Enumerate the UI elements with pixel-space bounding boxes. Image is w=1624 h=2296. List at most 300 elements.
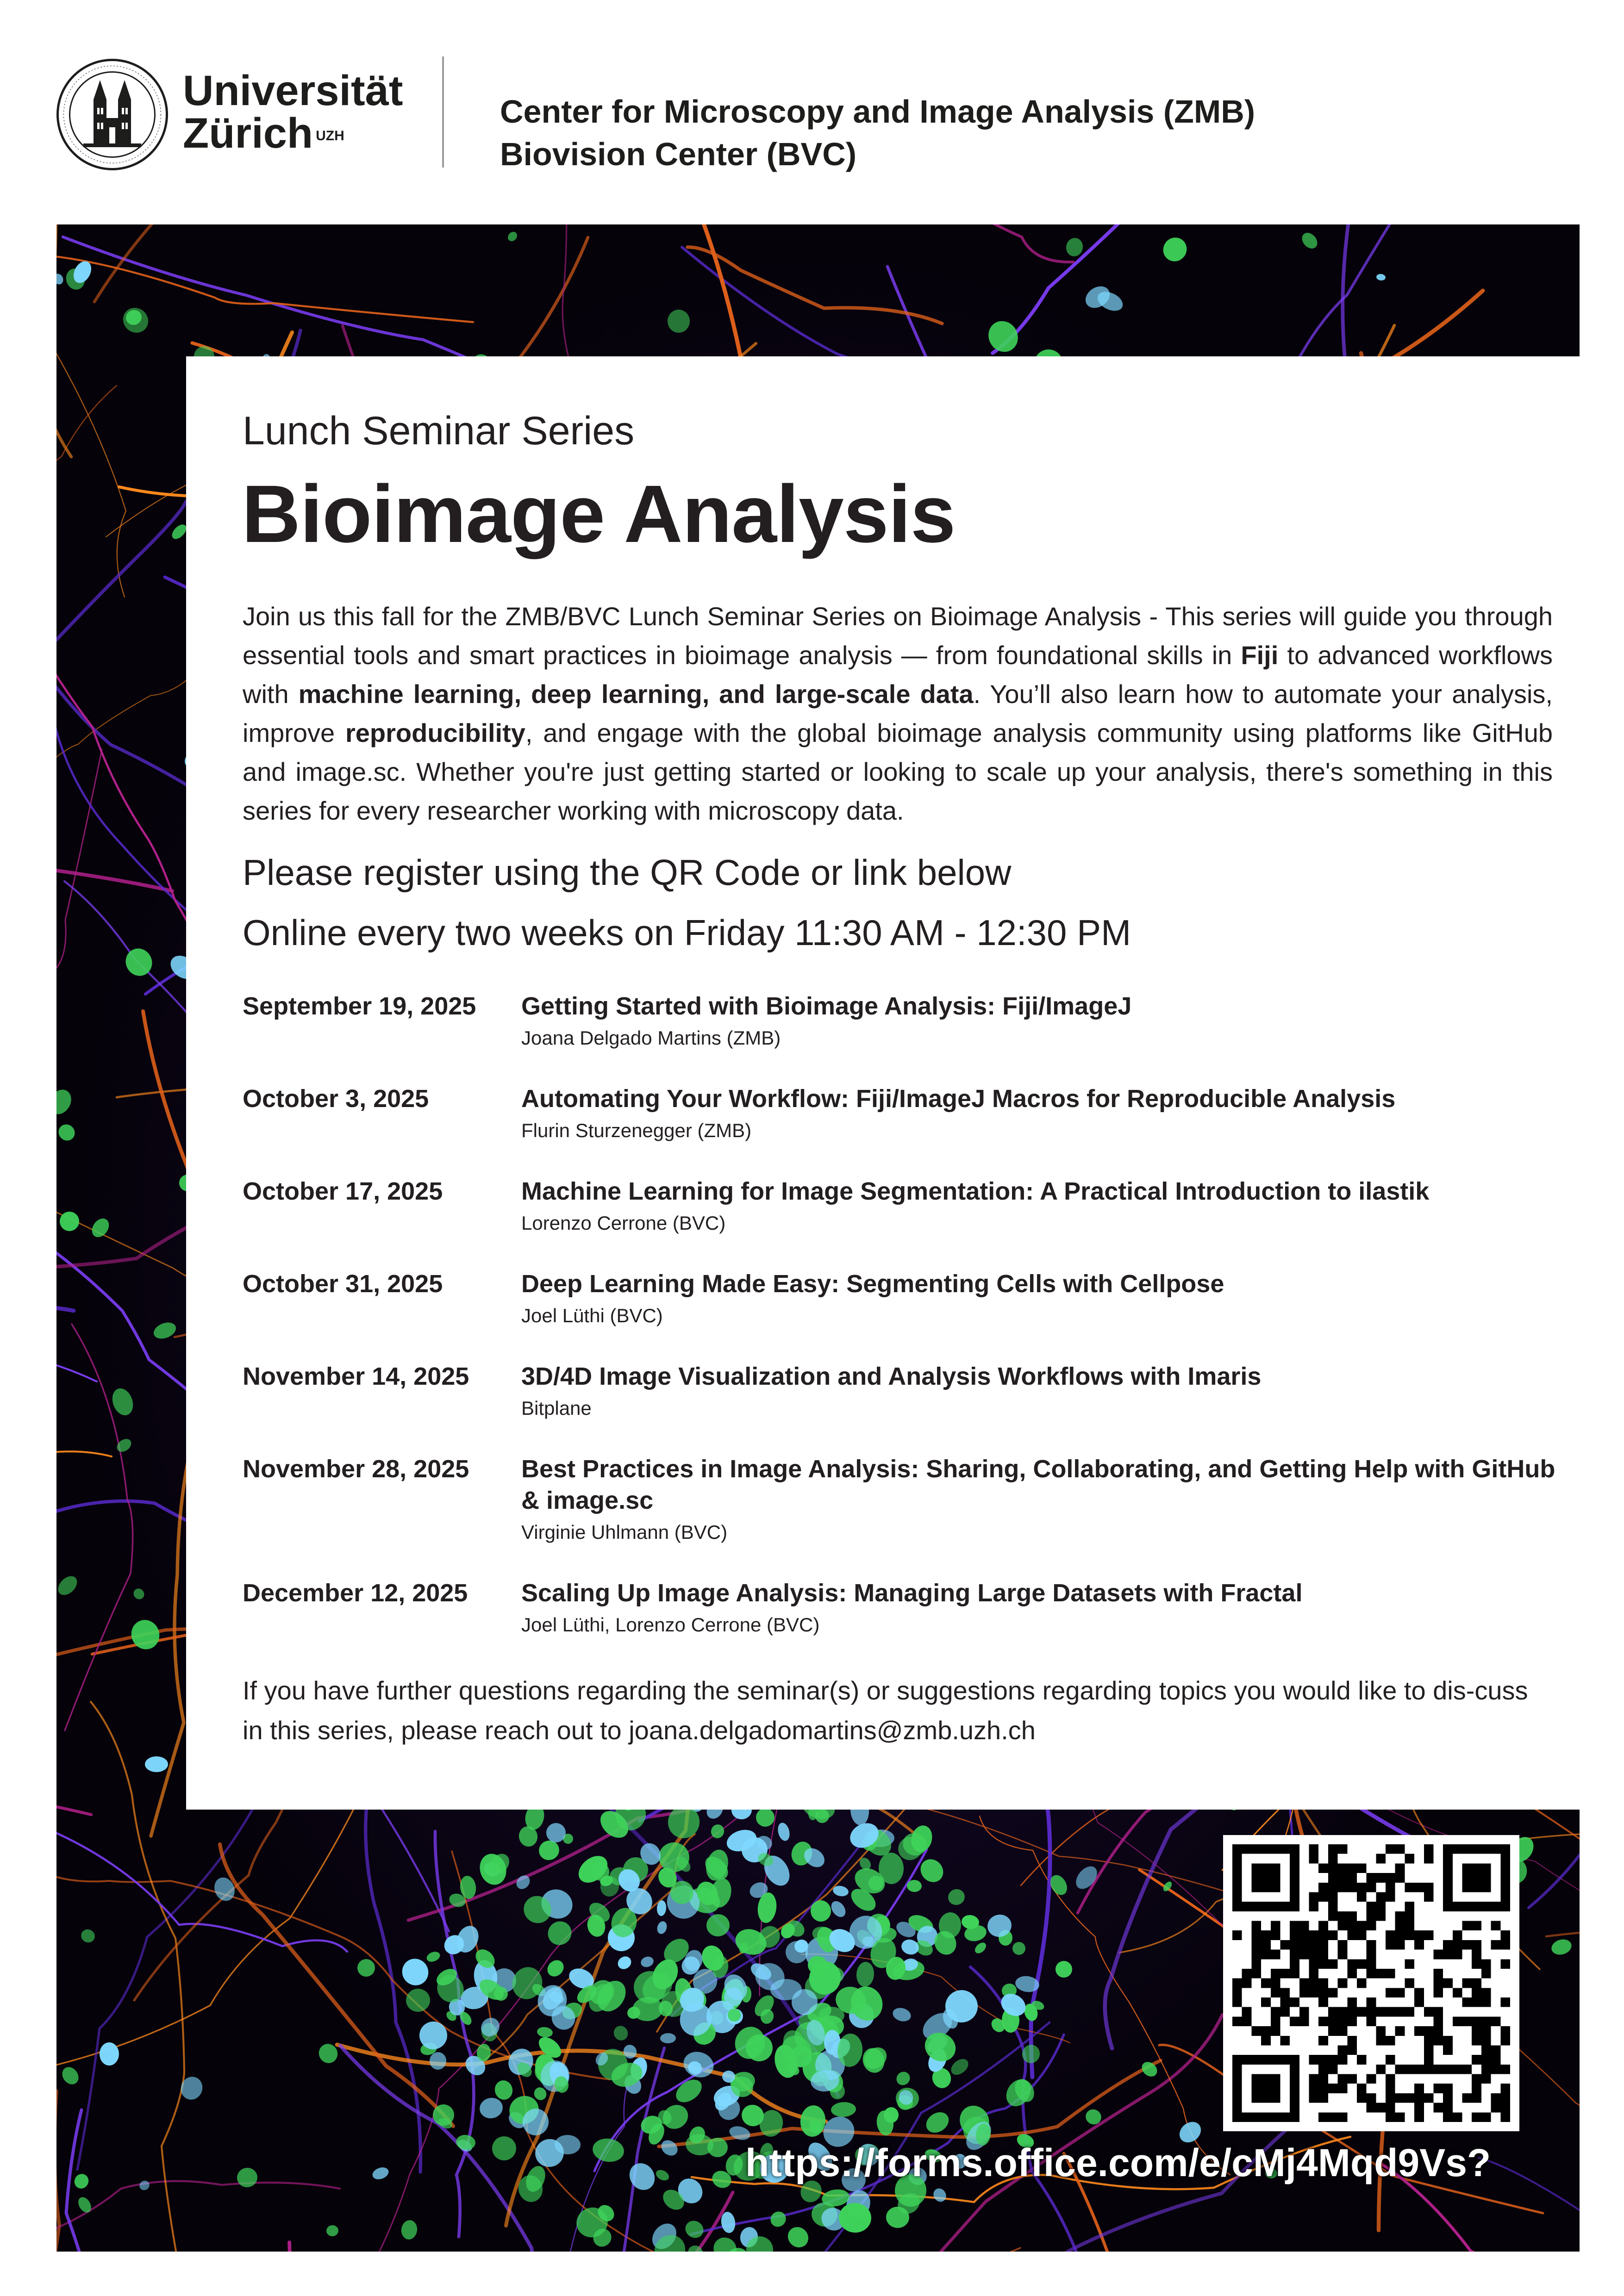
qr-module xyxy=(1318,1930,1328,1940)
qr-module xyxy=(1491,2065,1501,2074)
event-date: October 31, 2025 xyxy=(243,1270,443,1298)
qr-module xyxy=(1376,2103,1386,2113)
qr-module xyxy=(1251,1873,1261,1883)
qr-module xyxy=(1500,2065,1510,2074)
qr-module xyxy=(1232,1844,1242,1854)
qr-module xyxy=(1318,1921,1328,1931)
qr-module xyxy=(1338,1873,1348,1883)
qr-module xyxy=(1271,2016,1280,2026)
qr-module xyxy=(1386,2055,1395,2065)
qr-module xyxy=(1443,1854,1453,1864)
qr-module xyxy=(1251,2093,1261,2103)
qr-module xyxy=(1290,1883,1299,1892)
qr-module xyxy=(1405,1911,1414,1921)
event-speaker: Virginie Uhlmann (BVC) xyxy=(521,1521,728,1543)
qr-module xyxy=(1472,2112,1481,2122)
qr-module xyxy=(1395,1988,1405,1997)
qr-module xyxy=(1318,1988,1328,1997)
cell-nucleus xyxy=(100,2042,119,2066)
qr-module xyxy=(1472,2016,1481,2026)
qr-module xyxy=(1347,2016,1357,2026)
qr-module xyxy=(1491,2016,1501,2026)
qr-module xyxy=(1481,1863,1491,1873)
qr-module xyxy=(1443,1950,1453,1960)
qr-module xyxy=(1251,2026,1261,2036)
qr-module xyxy=(1261,1844,1271,1854)
qr-module xyxy=(1414,2065,1424,2074)
qr-module xyxy=(1357,2007,1367,2017)
qr-module xyxy=(1386,1892,1395,1902)
qr-module xyxy=(1309,1854,1319,1864)
qr-module xyxy=(1261,2055,1271,2065)
event-title: Best Practices in Image Analysis: Sharing, Collaborating, and Getting Help with GitHub & image.sc xyxy=(521,1455,1555,1514)
qr-module xyxy=(1347,2074,1357,2084)
qr-module xyxy=(1453,2016,1462,2026)
qr-module xyxy=(1367,1959,1376,1969)
qr-module xyxy=(1309,1959,1319,1969)
qr-module xyxy=(1328,1844,1338,1854)
page-header xyxy=(0,0,1624,204)
qr-module xyxy=(1299,2007,1309,2017)
qr-module xyxy=(1462,1844,1472,1854)
qr-module xyxy=(1472,1873,1481,1883)
qr-module xyxy=(1271,1921,1280,1931)
qr-module xyxy=(1290,2065,1299,2074)
qr-module xyxy=(1357,1930,1367,1940)
event-item xyxy=(243,1577,1562,1670)
qr-module xyxy=(1500,2026,1510,2036)
qr-module xyxy=(1318,1940,1328,1950)
qr-module xyxy=(1443,2045,1453,2055)
qr-module xyxy=(1405,2093,1414,2103)
series-label: Lunch Seminar Series xyxy=(243,409,635,453)
qr-module xyxy=(1405,1854,1414,1864)
event-date: November 28, 2025 xyxy=(243,1455,469,1483)
qr-module xyxy=(1433,2065,1443,2074)
qr-module xyxy=(1367,1873,1376,1883)
qr-module xyxy=(1271,2093,1280,2103)
qr-module xyxy=(1491,1921,1501,1931)
qr-module xyxy=(1443,1844,1453,1854)
qr-module xyxy=(1232,2065,1242,2074)
university-suffix: UZH xyxy=(316,128,344,143)
intro-bold-fiji: Fiji xyxy=(1241,641,1279,670)
intro-bold-reproducibility: reproducibility xyxy=(345,718,525,747)
qr-module xyxy=(1462,1883,1472,1892)
qr-module xyxy=(1414,2084,1424,2093)
qr-module xyxy=(1433,1979,1443,1988)
qr-module xyxy=(1357,1921,1367,1931)
qr-module xyxy=(1251,1844,1261,1854)
qr-code-icon xyxy=(1232,1844,1510,2122)
qr-module xyxy=(1309,2093,1319,2103)
qr-module xyxy=(1251,1969,1261,1979)
qr-module xyxy=(1290,1863,1299,1873)
event-item xyxy=(243,990,1562,1083)
qr-module xyxy=(1290,2074,1299,2084)
qr-module xyxy=(1280,2112,1290,2122)
qr-module xyxy=(1309,1969,1319,1979)
qr-module xyxy=(1414,1988,1424,1997)
qr-module xyxy=(1338,1979,1348,1988)
qr-module xyxy=(1462,1873,1472,1883)
qr-module xyxy=(1500,1863,1510,1873)
qr-module xyxy=(1309,2055,1319,2065)
qr-module xyxy=(1424,1854,1434,1864)
qr-module xyxy=(1232,1873,1242,1883)
qr-module xyxy=(1386,1873,1395,1883)
qr-module xyxy=(1367,1940,1376,1950)
qr-module xyxy=(1367,2103,1376,2113)
qr-module xyxy=(1433,2103,1443,2113)
qr-module xyxy=(1357,1959,1367,1969)
qr-module xyxy=(1328,1883,1338,1892)
qr-module xyxy=(1443,2084,1453,2093)
event-schedule xyxy=(243,990,1562,1670)
qr-module xyxy=(1357,2093,1367,2103)
qr-module xyxy=(1357,1979,1367,1988)
qr-module xyxy=(1318,1959,1328,1969)
qr-module xyxy=(1462,1940,1472,1950)
qr-module xyxy=(1328,1854,1338,1864)
qr-module xyxy=(1280,2055,1290,2065)
qr-module xyxy=(1491,1940,1501,1950)
seminar-info-card xyxy=(186,356,1580,1810)
qr-module xyxy=(1481,2112,1491,2122)
event-title: 3D/4D Image Visualization and Analysis Workflows with Imaris xyxy=(521,1363,1262,1390)
qr-module xyxy=(1472,1959,1481,1969)
qr-module xyxy=(1338,1911,1348,1921)
qr-module xyxy=(1367,2093,1376,2103)
event-title: Machine Learning for Image Segmentation: A Practical Introduction to ilastik xyxy=(521,1177,1430,1205)
intro-text-4: , and engage with the global bioimage analysis community using platforms like GitHub and image.sc. Whether you're just getting started or looking to scale up your analysis, there's something in this series for every researcher working with microscopy data. xyxy=(243,718,1553,825)
qr-module xyxy=(1261,2036,1271,2046)
qr-module xyxy=(1414,2026,1424,2036)
qr-module xyxy=(1232,1979,1242,1988)
qr-module xyxy=(1261,1863,1271,1873)
qr-module xyxy=(1309,1844,1319,1854)
qr-module xyxy=(1481,2074,1491,2084)
qr-module xyxy=(1309,2084,1319,2093)
qr-module xyxy=(1347,2045,1357,2055)
qr-module xyxy=(1376,2036,1386,2046)
qr-module xyxy=(1242,1844,1252,1854)
qr-module xyxy=(1242,2007,1252,2017)
qr-module xyxy=(1443,2065,1453,2074)
qr-module xyxy=(1309,1902,1319,1911)
qr-module xyxy=(1280,1997,1290,2007)
qr-module xyxy=(1386,2007,1395,2017)
qr-module xyxy=(1367,2016,1376,2026)
qr-module xyxy=(1357,1883,1367,1892)
qr-module xyxy=(1271,1863,1280,1873)
qr-module xyxy=(1367,1950,1376,1960)
qr-module xyxy=(1424,2093,1434,2103)
qr-module xyxy=(1491,2103,1501,2113)
qr-module xyxy=(1376,1902,1386,1911)
qr-module xyxy=(1232,2103,1242,2113)
qr-module xyxy=(1462,1902,1472,1911)
qr-module xyxy=(1414,2103,1424,2113)
qr-module xyxy=(1242,2112,1252,2122)
qr-module xyxy=(1443,1873,1453,1883)
qr-module xyxy=(1338,1921,1348,1931)
qr-module xyxy=(1242,1969,1252,1979)
qr-module xyxy=(1251,2074,1261,2084)
qr-module xyxy=(1433,2036,1443,2046)
qr-module xyxy=(1500,2112,1510,2122)
qr-module xyxy=(1318,2036,1328,2046)
event-title: Scaling Up Image Analysis: Managing Large Datasets with Fractal xyxy=(521,1579,1303,1607)
qr-module xyxy=(1500,2093,1510,2103)
qr-module xyxy=(1367,2074,1376,2084)
qr-module xyxy=(1290,2055,1299,2065)
qr-module xyxy=(1318,2016,1328,2026)
qr-module xyxy=(1290,1969,1299,1979)
qr-module xyxy=(1500,1854,1510,1864)
qr-module xyxy=(1491,2055,1501,2065)
qr-module xyxy=(1328,1873,1338,1883)
qr-module xyxy=(1271,2026,1280,2036)
qr-module xyxy=(1481,1873,1491,1883)
qr-module xyxy=(1472,2074,1481,2084)
event-date: October 3, 2025 xyxy=(243,1085,429,1113)
qr-module xyxy=(1462,1979,1472,1988)
qr-module xyxy=(1251,1883,1261,1892)
qr-module xyxy=(1232,2074,1242,2084)
qr-module xyxy=(1386,1988,1395,1997)
qr-module xyxy=(1433,1969,1443,1979)
qr-module xyxy=(1299,1930,1309,1940)
university-name xyxy=(183,69,403,155)
qr-module xyxy=(1481,2036,1491,2046)
qr-module xyxy=(1318,2093,1328,2103)
qr-module xyxy=(1251,1902,1261,1911)
qr-module xyxy=(1367,1883,1376,1892)
qr-module xyxy=(1290,1940,1299,1950)
qr-module xyxy=(1414,1997,1424,2007)
center-names xyxy=(500,90,1255,175)
qr-module xyxy=(1318,2074,1328,2084)
qr-module xyxy=(1481,1844,1491,1854)
qr-module xyxy=(1405,2007,1414,2017)
qr-module xyxy=(1424,1892,1434,1902)
event-item xyxy=(243,1361,1562,1453)
registration-link[interactable]: https://forms.office.com/e/cMj4Mqd9Vs? xyxy=(745,2141,1491,2184)
qr-module xyxy=(1347,1921,1357,1931)
qr-module xyxy=(1338,1940,1348,1950)
qr-module xyxy=(1395,2112,1405,2122)
qr-module xyxy=(1232,1863,1242,1873)
qr-module xyxy=(1271,1883,1280,1892)
qr-module xyxy=(1347,1959,1357,1969)
qr-module xyxy=(1290,2112,1299,2122)
event-speaker: Flurin Sturzenegger (ZMB) xyxy=(521,1120,752,1141)
qr-module xyxy=(1290,2016,1299,2026)
intro-text-3: . You’ll also learn how to automate your analysis, improve xyxy=(243,679,1553,747)
qr-module xyxy=(1290,1854,1299,1864)
qr-module xyxy=(1472,1950,1481,1960)
qr-module xyxy=(1424,2007,1434,2017)
qr-module xyxy=(1261,2026,1271,2036)
cell-nucleus xyxy=(145,1756,168,1772)
qr-module xyxy=(1290,1921,1299,1931)
qr-module xyxy=(1386,1930,1395,1940)
qr-module xyxy=(1299,1940,1309,1950)
qr-module xyxy=(1405,2065,1414,2074)
qr-module xyxy=(1318,1997,1328,2007)
qr-module xyxy=(1280,1902,1290,1911)
intro-text-2: to advanced workflows with xyxy=(243,641,1553,709)
qr-module xyxy=(1386,2093,1395,2103)
qr-module xyxy=(1453,1950,1462,1960)
qr-module xyxy=(1386,1883,1395,1892)
qr-module xyxy=(1424,2026,1434,2036)
qr-module xyxy=(1290,1892,1299,1902)
qr-module xyxy=(1261,2093,1271,2103)
qr-module xyxy=(1290,1844,1299,1854)
qr-module xyxy=(1500,1940,1510,1950)
qr-module xyxy=(1500,1959,1510,1969)
qr-module xyxy=(1242,1902,1252,1911)
event-item xyxy=(243,1453,1562,1577)
qr-module xyxy=(1280,2036,1290,2046)
qr-module xyxy=(1472,1902,1481,1911)
qr-module xyxy=(1338,1863,1348,1873)
qr-module xyxy=(1328,1863,1338,1873)
qr-module xyxy=(1472,2093,1481,2103)
qr-module xyxy=(1443,1902,1453,1911)
event-speaker: Joel Lüthi, Lorenzo Cerrone (BVC) xyxy=(521,1614,820,1636)
qr-module xyxy=(1481,2016,1491,2026)
qr-module xyxy=(1347,1863,1357,1873)
qr-module xyxy=(1232,1892,1242,1902)
qr-module xyxy=(1443,2093,1453,2103)
qr-module xyxy=(1414,2093,1424,2103)
qr-module xyxy=(1309,2074,1319,2084)
qr-module xyxy=(1347,2036,1357,2046)
qr-module xyxy=(1232,2016,1242,2026)
qr-module xyxy=(1424,2065,1434,2074)
qr-module xyxy=(1462,2065,1472,2074)
qr-module xyxy=(1472,1988,1481,1997)
qr-module xyxy=(1338,2045,1348,2055)
qr-module xyxy=(1261,1940,1271,1950)
qr-module xyxy=(1395,2026,1405,2036)
qr-module xyxy=(1414,1940,1424,1950)
qr-module xyxy=(1318,1950,1328,1960)
qr-module xyxy=(1347,1883,1357,1892)
qr-module xyxy=(1290,1997,1299,2007)
qr-module xyxy=(1280,2007,1290,2017)
qr-module xyxy=(1299,1921,1309,1931)
qr-module xyxy=(1481,1902,1491,1911)
qr-module xyxy=(1405,1930,1414,1940)
qr-module xyxy=(1395,1921,1405,1931)
qr-module xyxy=(1481,2065,1491,2074)
qr-module xyxy=(1280,1969,1290,1979)
qr-module xyxy=(1433,1988,1443,1997)
event-date: September 19, 2025 xyxy=(243,992,476,1020)
qr-module xyxy=(1261,1979,1271,1988)
qr-module xyxy=(1405,1883,1414,1892)
center-zmb: Center for Microscopy and Image Analysis (ZMB) xyxy=(500,93,1255,130)
qr-module xyxy=(1414,1930,1424,1940)
qr-module xyxy=(1424,2045,1434,2055)
event-date: November 14, 2025 xyxy=(243,1363,469,1390)
qr-module xyxy=(1261,2112,1271,2122)
qr-module xyxy=(1395,1873,1405,1883)
qr-module xyxy=(1472,2055,1481,2065)
qr-module xyxy=(1338,2007,1348,2017)
event-item xyxy=(243,1268,1562,1361)
register-instruction: Please register using the QR Code or link below xyxy=(243,852,1012,893)
event-speaker: Joel Lüthi (BVC) xyxy=(521,1305,663,1326)
qr-module xyxy=(1271,2074,1280,2084)
qr-module xyxy=(1491,1902,1501,1911)
qr-module xyxy=(1386,2036,1395,2046)
university-name-line1: Universität xyxy=(183,67,403,114)
qr-module xyxy=(1309,1988,1319,1997)
qr-module xyxy=(1443,1940,1453,1950)
qr-module xyxy=(1472,1979,1481,1988)
qr-module xyxy=(1261,1950,1271,1960)
qr-module xyxy=(1338,2112,1348,2122)
qr-module xyxy=(1367,1902,1376,1911)
qr-module xyxy=(1433,2016,1443,2026)
qr-module xyxy=(1290,1902,1299,1911)
qr-module xyxy=(1338,2084,1348,2093)
event-speaker: Bitplane xyxy=(521,1397,592,1419)
registration-qr-code[interactable] xyxy=(1223,1835,1519,2131)
qr-module xyxy=(1290,1930,1299,1940)
qr-module xyxy=(1328,2016,1338,2026)
qr-module xyxy=(1261,1902,1271,1911)
qr-module xyxy=(1347,1873,1357,1883)
qr-module xyxy=(1318,1979,1328,1988)
qr-module xyxy=(1395,1911,1405,1921)
qr-module xyxy=(1367,1911,1376,1921)
qr-module xyxy=(1500,1873,1510,1883)
qr-module xyxy=(1328,1902,1338,1911)
qr-module xyxy=(1462,2093,1472,2103)
qr-module xyxy=(1472,2036,1481,2046)
qr-module xyxy=(1299,1988,1309,1997)
qr-module xyxy=(1395,1940,1405,1950)
qr-module xyxy=(1280,1844,1290,1854)
qr-module xyxy=(1338,2074,1348,2084)
qr-module xyxy=(1328,1892,1338,1902)
qr-module xyxy=(1453,2065,1462,2074)
qr-module xyxy=(1395,1844,1405,1854)
qr-module xyxy=(1232,1997,1242,2007)
qr-module xyxy=(1309,1979,1319,1988)
qr-module xyxy=(1443,1863,1453,1873)
qr-module xyxy=(1472,1863,1481,1873)
qr-module xyxy=(1453,1940,1462,1950)
qr-module xyxy=(1328,1930,1338,1940)
qr-module xyxy=(1347,1969,1357,1979)
qr-module xyxy=(1462,1863,1472,1873)
qr-module xyxy=(1290,2103,1299,2113)
qr-module xyxy=(1357,2055,1367,2065)
qr-module xyxy=(1453,2112,1462,2122)
qr-module xyxy=(1251,1863,1261,1873)
qr-module xyxy=(1328,1988,1338,1997)
qr-module xyxy=(1386,1969,1395,1979)
event-item xyxy=(243,1083,1562,1176)
qr-module xyxy=(1347,2007,1357,2017)
